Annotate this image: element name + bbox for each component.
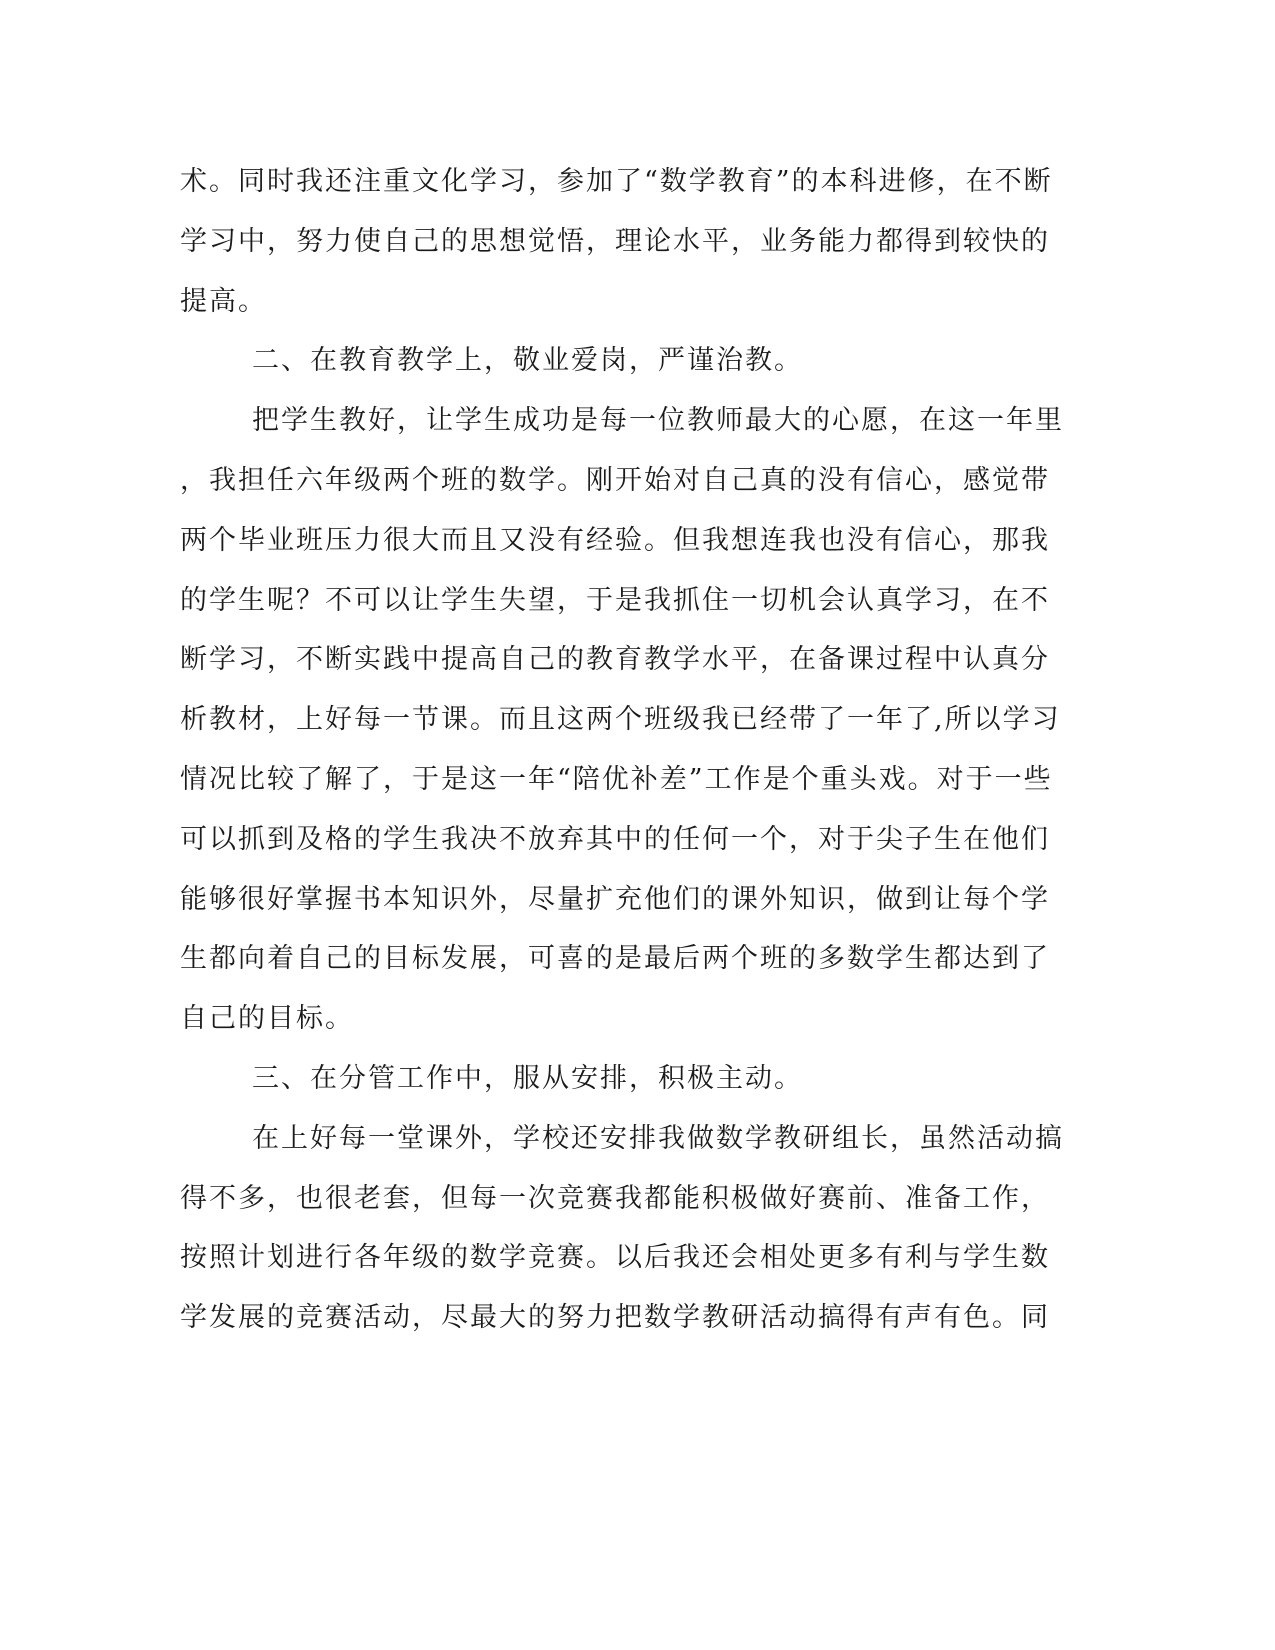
text-line: 自己的目标。 — [180, 1003, 354, 1035]
text-line: 析教材，上好每一节课。而且这两个班级我已经带了一年了,所以学习 — [180, 704, 1061, 736]
text-line: 提高。 — [180, 285, 267, 317]
section-heading-3: 三、在分管工作中，服从安排，积极主动。 — [252, 1062, 803, 1094]
text-line: 学习中，努力使自己的思想觉悟，理论水平，业务能力都得到较快的 — [180, 225, 1050, 257]
paragraph-start: 把学生教好，让学生成功是每一位教师最大的心愿，在这一年里 — [252, 405, 1064, 437]
text-line: 两个毕业班压力很大而且又没有经验。但我想连我也没有信心，那我 — [180, 524, 1050, 556]
text-line: 生都向着自己的目标发展，可喜的是最后两个班的多数学生都达到了 — [180, 943, 1050, 975]
text-line: 学发展的竞赛活动，尽最大的努力把数学教研活动搞得有声有色。同 — [180, 1302, 1050, 1334]
document-body — [180, 152, 1064, 1348]
text-line: ，我担任六年级两个班的数学。刚开始对自己真的没有信心，感觉带 — [180, 464, 1050, 496]
text-line: 能够很好掌握书本知识外，尽量扩充他们的课外知识，做到让每个学 — [180, 883, 1050, 915]
text-line: 按照计划进行各年级的数学竞赛。以后我还会相处更多有利与学生数 — [180, 1242, 1050, 1274]
text-line: 断学习，不断实践中提高自己的教育教学水平，在备课过程中认真分 — [180, 644, 1050, 676]
text-line: 得不多，也很老套，但每一次竞赛我都能积极做好赛前、准备工作， — [180, 1182, 1050, 1214]
text-line: 术。同时我还注重文化学习，参加了“数学教育”的本科进修，在不断 — [180, 166, 1053, 197]
section-heading-2: 二、在教育教学上，敬业爱岗，严谨治教。 — [252, 345, 803, 377]
text-line: 的学生呢？不可以让学生失望，于是我抓住一切机会认真学习，在不 — [180, 584, 1050, 616]
text-line: 可以抓到及格的学生我决不放弃其中的任何一个，对于尖子生在他们 — [180, 823, 1050, 855]
paragraph-start: 在上好每一堂课外，学校还安排我做数学教研组长，虽然活动搞 — [252, 1122, 1064, 1154]
text-line: 情况比较了解了，于是这一年“陪优补差”工作是个重头戏。对于一些 — [180, 763, 1053, 795]
